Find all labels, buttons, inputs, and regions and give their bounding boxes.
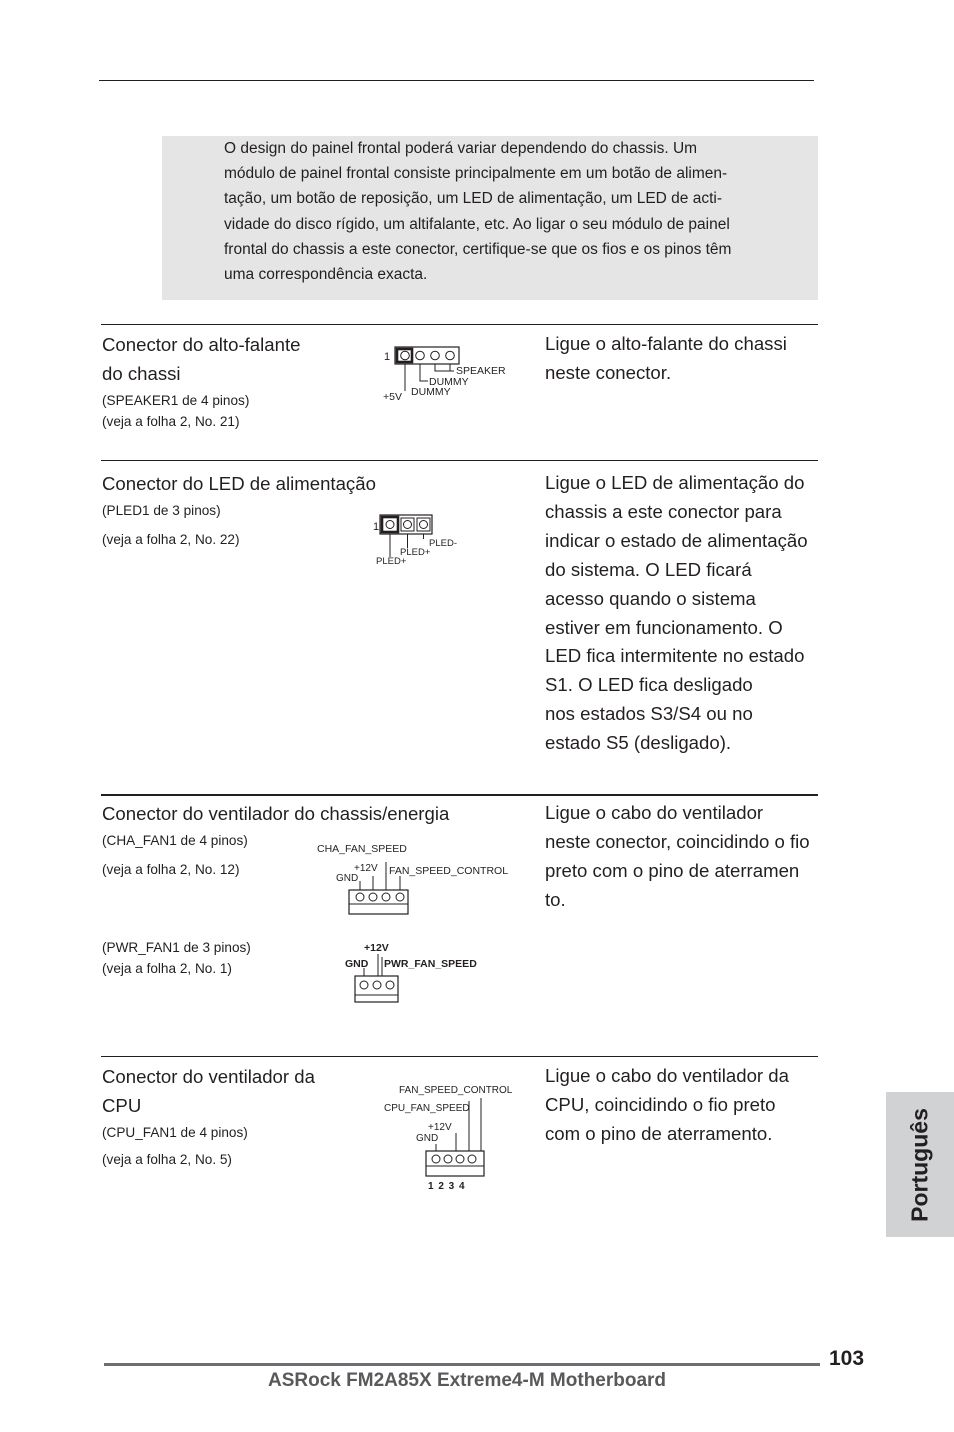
pled-description-line: Ligue o LED de alimentação do — [545, 472, 805, 493]
chassis-fan-title-line: Conector do ventilador do chassis/energia — [102, 803, 450, 824]
pin1-label: 1 — [373, 521, 380, 533]
pin — [468, 1155, 476, 1163]
pled-connector-diagram — [370, 513, 460, 569]
cpu-fan-description — [545, 1062, 825, 1149]
chassis-fan-subtitle: (CHA_FAN1 de 4 pinos) — [102, 833, 248, 848]
chassis-fan-reference: (veja a folha 2, No. 12) — [102, 862, 240, 877]
fan-speed-control-label: FAN_SPEED_CONTROL — [399, 1085, 513, 1096]
speaker-title-line: do chassi — [102, 363, 181, 384]
cpu-fan-description-line: CPU, coincidindo o fio preto — [545, 1093, 776, 1115]
top-rule — [99, 80, 814, 81]
page-number: 103 — [829, 1347, 865, 1370]
note-text — [224, 136, 804, 287]
pled-description-line: S1. O LED fica desligado — [545, 674, 753, 696]
plus12v-label: +12V — [364, 942, 389, 954]
dummy-pin-label: DUMMY — [411, 386, 451, 398]
pled-description-line: indicar o estado de alimentação — [545, 529, 808, 551]
cpu-fan-description-line: com o pino de aterramento. — [545, 1122, 773, 1144]
section-rule — [101, 460, 818, 461]
speaker-subtitle: (SPEAKER1 de 4 pinos) — [102, 393, 250, 408]
language-tab-label: Português — [906, 1107, 933, 1222]
pin — [369, 893, 377, 901]
fan-speed-control-label: FAN_SPEED_CONTROL — [389, 865, 509, 877]
section-rule — [101, 324, 818, 325]
gnd-label: GND — [336, 873, 359, 884]
pled-plus-label: PLED+ — [400, 547, 431, 558]
gnd-label: GND — [416, 1133, 439, 1144]
chassis-fan-description-line: to. — [545, 888, 566, 910]
cpu-fan-title — [102, 1062, 382, 1170]
speaker-description — [545, 330, 825, 388]
pin — [401, 351, 410, 360]
pin — [373, 981, 381, 989]
pled-title — [102, 469, 402, 550]
pin — [444, 1155, 452, 1163]
power-fan-reference: (veja a folha 2, No. 1) — [102, 961, 232, 976]
pwr-fan-speed-label: PWR_FAN_SPEED — [384, 958, 477, 970]
pled-description-line: nos estados S3/S4 ou no — [545, 703, 753, 725]
pled-description-line: LED fica intermitente no estado — [545, 645, 805, 667]
cpu-fan-subtitle: (CPU_FAN1 de 4 pinos) — [102, 1125, 248, 1140]
pled-description-line: acesso quando o sistema — [545, 587, 756, 609]
pin — [456, 1155, 464, 1163]
pin — [420, 521, 428, 529]
chassis-fan-description — [545, 799, 825, 915]
note-line: vidade do disco rígido, um altifalante, etc. Ao ligar o seu módulo de painel — [224, 215, 730, 233]
pin — [382, 893, 390, 901]
pin — [416, 351, 425, 360]
pin1-marker — [382, 517, 398, 532]
wire — [435, 364, 454, 371]
pled-minus-label: PLED- — [429, 538, 457, 549]
cha-fan-speed-label: CHA_FAN_SPEED — [317, 843, 407, 855]
pled-description-line: estado S5 (desligado). — [545, 732, 732, 754]
pled-reference: (veja a folha 2, No. 22) — [102, 532, 240, 547]
pwr-fan-connector-diagram — [344, 940, 484, 1006]
pin-numbers-label: 1 2 3 4 — [428, 1181, 465, 1192]
language-tab — [886, 1092, 954, 1237]
note-line: tação, um botão de reposição, um LED de alimentação, um LED de acti- — [224, 190, 722, 208]
footer-title: ASRock FM2A85X Extreme4-M Motherboard — [268, 1370, 667, 1391]
cpu-fan-connector-diagram — [382, 1080, 522, 1192]
pin1-label: 1 — [384, 351, 391, 363]
speaker-description-line: neste conector. — [545, 361, 672, 383]
chassis-fan-description-line: neste conector, coincidindo o fio — [545, 830, 810, 852]
speaker-description-line: Ligue o alto-falante do chassi — [545, 333, 787, 354]
pled-description-line: do sistema. O LED ficará — [545, 558, 752, 580]
cpu-fan-description-line: Ligue o cabo do ventilador da — [545, 1065, 789, 1086]
pin — [386, 521, 394, 529]
plus12v-label: +12V — [428, 1122, 452, 1133]
note-line: frontal do chassis a este conector, certifique-se que os fios e os pinos têm — [224, 240, 732, 258]
plus5v-pin-label: +5V — [383, 391, 402, 403]
cpu-fan-title-line: CPU — [102, 1095, 142, 1116]
pled-description — [545, 469, 825, 758]
pin — [356, 893, 364, 901]
cha-fan-connector-diagram — [316, 838, 526, 918]
pin — [360, 981, 368, 989]
pin — [431, 351, 440, 360]
footer-rule — [104, 1363, 820, 1366]
dummy-pin-label: DUMMY — [429, 376, 469, 388]
pin — [432, 1155, 440, 1163]
power-fan-subtitle: (PWR_FAN1 de 3 pinos) — [102, 940, 251, 955]
section-rule — [101, 1056, 818, 1057]
pin-square — [417, 518, 430, 531]
wire — [420, 364, 428, 381]
speaker-reference: (veja a folha 2, No. 21) — [102, 414, 240, 429]
speaker-connector-diagram — [378, 342, 518, 406]
speaker-pin-label: SPEAKER — [456, 365, 506, 377]
gnd-label: GND — [345, 958, 369, 970]
plus12v-label: +12V — [354, 863, 378, 874]
cpu-fan-speed-label: CPU_FAN_SPEED — [384, 1103, 470, 1114]
cpu-fan-title-line: Conector do ventilador da — [102, 1066, 315, 1087]
pin-square — [401, 518, 414, 531]
pled-description-line: estiver em funcionamento. O — [545, 616, 783, 638]
note-line: uma correspondência exacta. — [224, 266, 428, 284]
pin — [386, 981, 394, 989]
pled-title-line: Conector do LED de alimentação — [102, 473, 376, 494]
pin — [404, 521, 412, 529]
section-rule — [101, 794, 818, 796]
chassis-fan-description-line: preto com o pino de aterramen — [545, 859, 800, 881]
pled-subtitle: (PLED1 de 3 pinos) — [102, 503, 221, 518]
note-line: módulo de painel frontal consiste principalmente em um botão de alimen- — [224, 165, 728, 183]
speaker-title — [102, 330, 362, 432]
cpu-fan-reference: (veja a folha 2, No. 5) — [102, 1152, 232, 1167]
chassis-fan-description-line: Ligue o cabo do ventilador — [545, 802, 764, 823]
pin — [396, 893, 404, 901]
note-box — [162, 136, 818, 300]
note-line: O design do painel frontal poderá variar dependendo do chassis. Um — [224, 140, 698, 157]
speaker-title-line: Conector do alto-falante — [102, 334, 301, 355]
pled-description-line: chassis a este conector para — [545, 500, 782, 522]
pin — [446, 351, 455, 360]
pled-plus-label: PLED+ — [376, 556, 407, 567]
